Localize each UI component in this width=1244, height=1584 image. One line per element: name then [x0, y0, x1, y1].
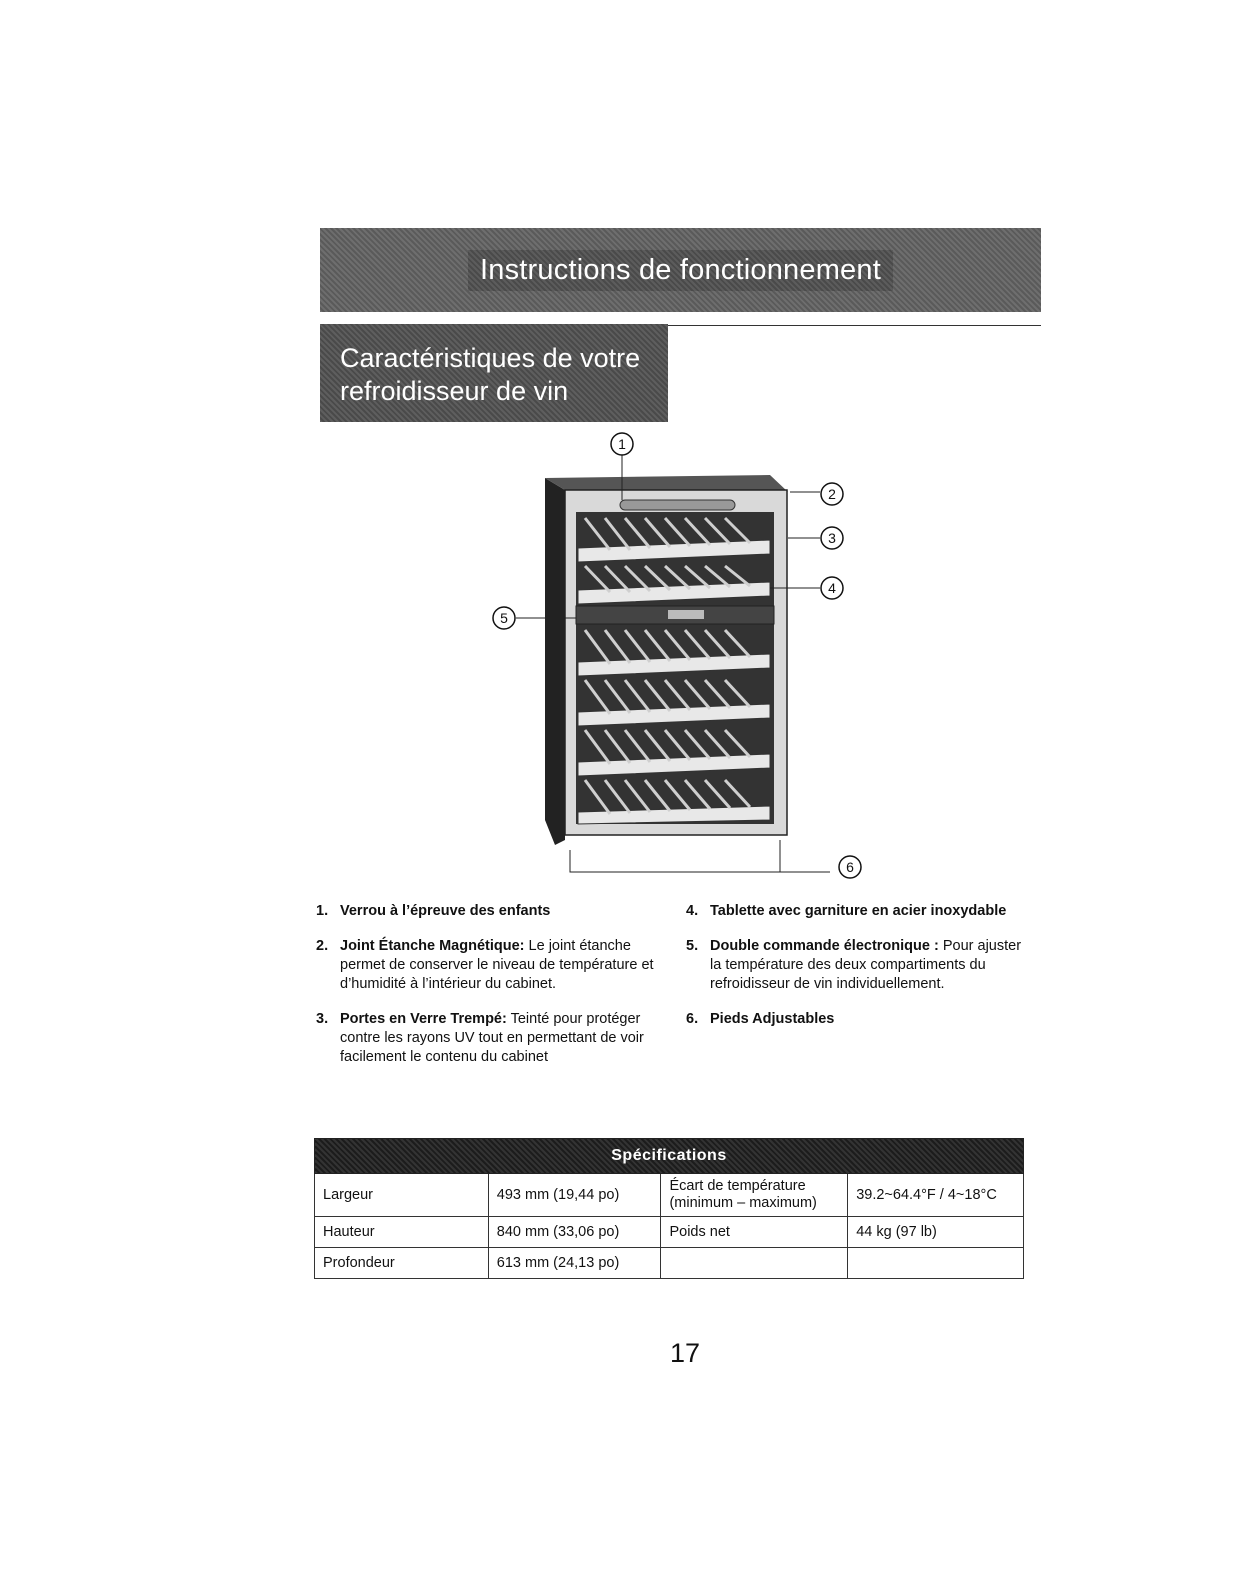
- svg-text:1: 1: [618, 436, 626, 452]
- table-cell: Largeur: [315, 1174, 489, 1217]
- callout-5: [493, 607, 515, 629]
- callout-4: [821, 577, 843, 599]
- page-number: 17: [669, 1338, 701, 1368]
- feature-term: Verrou à l’épreuve des enfants: [340, 903, 551, 919]
- feature-description: Pour ajuster la température des deux compartiments du refroidisseur de vin individuellement.: [710, 938, 1022, 992]
- specifications-table: [314, 1138, 1024, 1279]
- table-cell: 840 mm (33,06 po): [488, 1217, 661, 1248]
- table-cell: Hauteur: [315, 1217, 489, 1248]
- feature-term: Pieds Adjustables: [710, 1011, 835, 1027]
- page-header-title: Instructions de fonctionnement: [468, 250, 893, 291]
- table-cell: 493 mm (19,44 po): [488, 1174, 661, 1217]
- section-title-line2: refroidisseur de vin: [340, 376, 569, 406]
- feature-item: 4. Tablette avec garniture en acier inoxydable: [686, 903, 1007, 919]
- svg-text:6: 6: [846, 859, 854, 875]
- feature-item: 1. Verrou à l’épreuve des enfants: [316, 903, 551, 919]
- table-cell: [848, 1248, 1024, 1279]
- table-cell: Poids net: [661, 1217, 848, 1248]
- svg-text:5: 5: [500, 610, 508, 626]
- svg-text:4: 4: [828, 580, 836, 596]
- section-title-banner: [320, 324, 668, 422]
- callout-6: [839, 856, 861, 878]
- svg-text:2: 2: [828, 486, 836, 502]
- wine-cooler-illustration: [470, 420, 890, 890]
- feature-description: Teinté pour protéger contre les rayons UV tout en permettant de voir facilement le contenu du cabinet: [340, 1011, 644, 1065]
- feature-item: 3. Portes en Verre Trempé: Teinté pour protéger contre les rayons UV tout en permettant de voir facilement le contenu du cabinet: [316, 1011, 644, 1065]
- feature-item: 6. Pieds Adjustables: [686, 1011, 835, 1027]
- table-cell: 44 kg (97 lb): [848, 1217, 1024, 1248]
- wine-cooler-diagram: [470, 420, 890, 890]
- feature-term: Joint Étanche Magnétique:: [340, 938, 525, 954]
- feature-description: Le joint étanche permet de conserver le niveau de température et d’humidité à l’intérieur du cabinet.: [340, 938, 654, 992]
- features-column-left: [316, 902, 661, 1083]
- callout-3: [821, 527, 843, 549]
- section-title-line1: Caractéristiques de votre: [340, 343, 641, 373]
- svg-text:3: 3: [828, 530, 836, 546]
- section-divider: [668, 325, 1041, 326]
- table-cell: [661, 1248, 848, 1279]
- page-header-banner: [320, 228, 1041, 312]
- table-cell: 39.2~64.4°F / 4~18°C: [848, 1174, 1024, 1217]
- table-row: [315, 1174, 1024, 1217]
- callout-1: [611, 433, 633, 455]
- feature-term: Double commande électronique :: [710, 938, 939, 954]
- table-cell: 613 mm (24,13 po): [488, 1248, 661, 1279]
- specifications-title: Spécifications: [315, 1139, 1024, 1174]
- table-cell: Écart de température (minimum – maximum): [661, 1174, 848, 1217]
- features-column-right: [686, 902, 1026, 1045]
- callout-2: [821, 483, 843, 505]
- table-row: [315, 1248, 1024, 1279]
- feature-item: 2. Joint Étanche Magnétique: Le joint étanche permet de conserver le niveau de température et d’humidité à l’intérieur du cabinet.: [316, 938, 654, 992]
- table-row: [315, 1217, 1024, 1248]
- feature-term: Portes en Verre Trempé:: [340, 1011, 507, 1027]
- feature-item: 5. Double commande électronique : Pour ajuster la température des deux compartiments du refroidisseur de vin individuellement.: [686, 938, 1022, 992]
- table-cell: Profondeur: [315, 1248, 489, 1279]
- feature-term: Tablette avec garniture en acier inoxydable: [710, 903, 1007, 919]
